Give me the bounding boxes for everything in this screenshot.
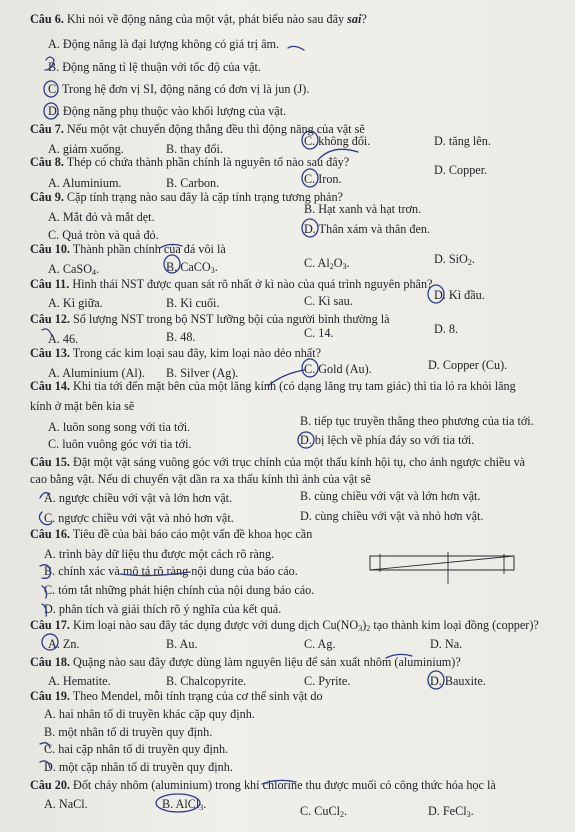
stem-text: Tiêu đề của bài báo cáo một vấn đề khoa học cần — [72, 527, 313, 541]
question-7-option-c: C. không đổi. — [304, 134, 371, 148]
stem-text: Khi nói về động năng của một vật, phát biểu nào sau đây — [66, 12, 348, 26]
question-12-option-d: D. 8. — [434, 322, 459, 336]
question-6-option-d: D. Động năng phụ thuộc vào khối lượng của vật. — [48, 104, 287, 118]
stem-text: Khi tia tới đến mặt bên của một lăng kính (có dạng lăng trụ tam giác) thì tia ló ra khỏi lăng — [73, 379, 516, 393]
question-10-stem — [30, 242, 226, 256]
question-label: Câu 12. — [30, 312, 70, 326]
subscript: 3 — [358, 624, 363, 633]
question-16-stem — [30, 527, 312, 541]
stem-text: Đốt cháy nhôm (aluminium) trong khí chlorine thu được muối có công thức hóa học là — [73, 778, 496, 792]
question-label: Câu 8. — [30, 155, 64, 169]
pen-mark-q6-scribble — [288, 46, 304, 50]
question-14-stem — [30, 379, 516, 393]
question-19-option-c: C. hai cặp nhân tố di truyền quy định. — [44, 742, 229, 756]
question-8-option-a: A. Aluminium. — [48, 176, 122, 190]
option-end: . — [203, 797, 207, 811]
question-19-option-d: D. một cặp nhân tố di truyền quy định. — [44, 760, 233, 774]
question-17-option-d: D. Na. — [430, 637, 463, 651]
question-10-option-c — [304, 256, 350, 274]
stem-text: Nếu một vật chuyển động thẳng đều thì động năng của vật sẽ — [66, 122, 365, 136]
question-18-option-c: C. Pyrite. — [304, 674, 351, 688]
question-8-option-b: B. Carbon. — [166, 176, 220, 190]
question-15-stem-line2: cao bằng vật. Nếu di chuyển vật dần ra xa thấu kính thì ảnh của vật sẽ — [30, 472, 371, 486]
option-text: B. AlCl — [162, 797, 200, 811]
subscript: 3 — [466, 810, 471, 819]
option-text: A. CaSO — [48, 262, 93, 276]
subscript: 3 — [199, 803, 204, 812]
question-label: Câu 7. — [30, 122, 64, 136]
stem-emphasis: sai — [347, 12, 362, 26]
question-18-option-a: A. Hematite. — [48, 674, 111, 688]
option-end: . — [346, 256, 350, 270]
question-12-stem — [30, 312, 390, 326]
question-19-option-b: B. một nhân tố di truyền quy định. — [44, 725, 213, 739]
question-label: Câu 9. — [30, 190, 64, 204]
question-20-option-c — [300, 804, 347, 822]
subscript: 2 — [329, 262, 334, 271]
option-text: C. CuCl — [300, 804, 340, 818]
question-13-option-c: C. Gold (Au). — [304, 362, 372, 376]
question-20-option-d — [428, 804, 474, 822]
question-7-option-a: A. giảm xuống. — [48, 142, 124, 156]
option-end: . — [214, 260, 218, 274]
question-15-option-b: B. cùng chiều với vật và lớn hơn vật. — [300, 489, 481, 503]
question-20-option-a: A. NaCl. — [44, 797, 88, 811]
question-14-option-c: C. luôn vuông góc với tia tới. — [48, 437, 192, 451]
question-14-option-d: D. bị lệch về phía đáy so với tia tới. — [300, 433, 475, 447]
question-13-stem — [30, 346, 321, 360]
lens-sketch — [368, 548, 518, 588]
stem-text: Thành phần chính của đá vôi là — [72, 242, 226, 256]
question-label: Câu 19. — [30, 689, 70, 703]
stem-text: Quặng nào sau đây được dùng làm nguyên liệu để sản xuất nhôm (aluminium)? — [73, 655, 461, 669]
stem-text: Thép có chứa thành phần chính là nguyên tố nào sau đây? — [66, 155, 350, 169]
question-12-option-a: A. 46. — [48, 332, 79, 346]
question-8-option-d: D. Copper. — [434, 163, 488, 177]
option-end: . — [470, 804, 474, 818]
question-6-option-a: A. Động năng là đại lượng không có giá trị âm. — [48, 37, 280, 51]
question-14-option-a: A. luôn song song với tia tới. — [48, 420, 191, 434]
question-14-option-b: B. tiếp tục truyền thẳng theo phương của tia tới. — [300, 414, 534, 428]
subscript: 4 — [92, 268, 97, 277]
stem-end: tạo thành kim loại đồng (copper)? — [370, 618, 539, 632]
option-text: D. SiO — [434, 252, 468, 266]
option-end: . — [343, 804, 348, 818]
question-9-stem — [30, 190, 343, 204]
stem-text: Đặt một vật sáng vuông góc với trục chính của một thấu kính hội tụ, cho ảnh ngược chiều và — [73, 455, 526, 469]
option-text: D. FeCl — [428, 804, 467, 818]
question-11-option-c: C. Kì sau. — [304, 294, 353, 308]
question-label: Câu 14. — [30, 379, 70, 393]
question-15-option-c: C. ngược chiều với vật và nhỏ hơn vật. — [44, 511, 234, 525]
question-17-stem — [30, 618, 539, 636]
question-10-option-b — [166, 260, 218, 278]
question-16-option-d: D. phân tích và giải thích rõ ý nghĩa của kết quả. — [44, 602, 282, 616]
subscript: 2 — [366, 624, 371, 633]
question-13-option-b: B. Silver (Ag). — [166, 366, 239, 380]
question-15-option-d: D. cùng chiều với vật và nhỏ hơn vật. — [300, 509, 484, 523]
question-17-option-c: C. Ag. — [304, 637, 336, 651]
question-17-option-a: A. Zn. — [48, 637, 80, 651]
question-12-option-b: B. 48. — [166, 330, 196, 344]
option-end: . — [471, 252, 475, 266]
question-label: Câu 11. — [30, 277, 70, 291]
question-12-option-c: C. 14. — [304, 326, 334, 340]
question-15-option-a: A. ngược chiều với vật và lớn hơn vật. — [44, 491, 233, 505]
question-13-option-d: D. Copper (Cu). — [428, 358, 508, 372]
question-label: Câu 6. — [30, 12, 64, 26]
question-20-option-b — [162, 797, 206, 815]
question-label: Câu 20. — [30, 778, 70, 792]
subscript: 2 — [339, 810, 344, 819]
question-15-stem — [30, 455, 525, 469]
question-13-option-a: A. Aluminium (Al). — [48, 366, 145, 380]
question-16-option-c: C. tóm tắt những phát hiện chính của nội dung báo cáo. — [44, 583, 315, 597]
subscript: 3 — [342, 262, 347, 271]
question-19-option-a: A. hai nhân tố di truyền khác cặp quy định. — [44, 707, 255, 721]
question-label: Câu 10. — [30, 242, 70, 256]
question-16-option-a: A. trình bày dữ liệu thu được một cách rõ ràng. — [44, 547, 275, 561]
question-10-option-d — [434, 252, 475, 270]
question-11-option-b: B. Kì cuối. — [166, 296, 220, 310]
question-9-option-d: D. Thân xám và thân đen. — [304, 222, 431, 236]
question-16-option-b: B. chính xác và mô tả rõ ràng nội dung của báo cáo. — [44, 564, 298, 578]
option-text-mid: O — [333, 256, 343, 270]
stem-text: Kim loại nào sau đây tác dụng được với dung dịch Cu(NO — [73, 618, 359, 632]
option-end: . — [96, 262, 100, 276]
option-text: C. Al — [304, 256, 330, 270]
sketch-diagonal — [370, 556, 514, 570]
question-14-stem-line2: kính ở mặt bên kia sẽ — [30, 399, 135, 413]
question-18-option-d: D. Bauxite. — [430, 674, 486, 688]
question-9-option-c: C. Quả tròn và quả đỏ. — [48, 228, 159, 242]
question-6-stem — [30, 12, 367, 26]
stem-mid: ) — [362, 618, 367, 632]
stem-text: Hình thái NST được quan sát rõ nhất ở kì nào của quá trình nguyên phân? — [72, 277, 433, 291]
subscript: 3 — [210, 266, 215, 275]
question-20-stem — [30, 778, 496, 792]
question-11-option-d: D. Kì đầu. — [434, 288, 485, 302]
question-label: Câu 18. — [30, 655, 70, 669]
question-label: Câu 16. — [30, 527, 70, 541]
question-label: Câu 17. — [30, 618, 70, 632]
stem-text: Trong các kim loại sau đây, kim loại nào dẻo nhất? — [72, 346, 322, 360]
question-11-stem — [30, 277, 432, 291]
question-17-option-b: B. Au. — [166, 637, 198, 651]
question-19-stem — [30, 689, 323, 703]
subscript: 2 — [467, 258, 472, 267]
stem-text: Theo Mendel, mỗi tính trạng của cơ thể sinh vật do — [72, 689, 323, 703]
question-8-stem — [30, 155, 349, 169]
question-9-option-a: A. Mắt đỏ và mắt dẹt. — [48, 210, 155, 224]
option-text: B. CaCO — [166, 260, 211, 274]
question-6-option-b: B. Động năng tỉ lệ thuận với tốc độ của vật. — [48, 60, 261, 74]
stem-text: Cặp tính trạng nào sau đây là cặp tính trạng tương phản? — [66, 190, 343, 204]
question-6-option-c: C. Trong hệ đơn vị SI, động năng có đơn vị là jun (J). — [48, 82, 310, 96]
stem-end: ? — [361, 12, 367, 26]
question-label: Câu 15. — [30, 455, 70, 469]
stem-text: Số lượng NST trong bộ NST lưỡng bội của người bình thường là — [73, 312, 390, 326]
question-9-option-b: B. Hạt xanh và hạt trơn. — [304, 202, 422, 216]
question-7-option-b: B. thay đổi. — [166, 142, 223, 156]
question-18-option-b: B. Chalcopyrite. — [166, 674, 247, 688]
question-18-stem — [30, 655, 461, 669]
question-7-option-d: D. tăng lên. — [434, 134, 491, 148]
question-11-option-a: A. Kì giữa. — [48, 296, 103, 310]
question-8-option-c: C. Iron. — [304, 172, 342, 186]
question-label: Câu 13. — [30, 346, 70, 360]
